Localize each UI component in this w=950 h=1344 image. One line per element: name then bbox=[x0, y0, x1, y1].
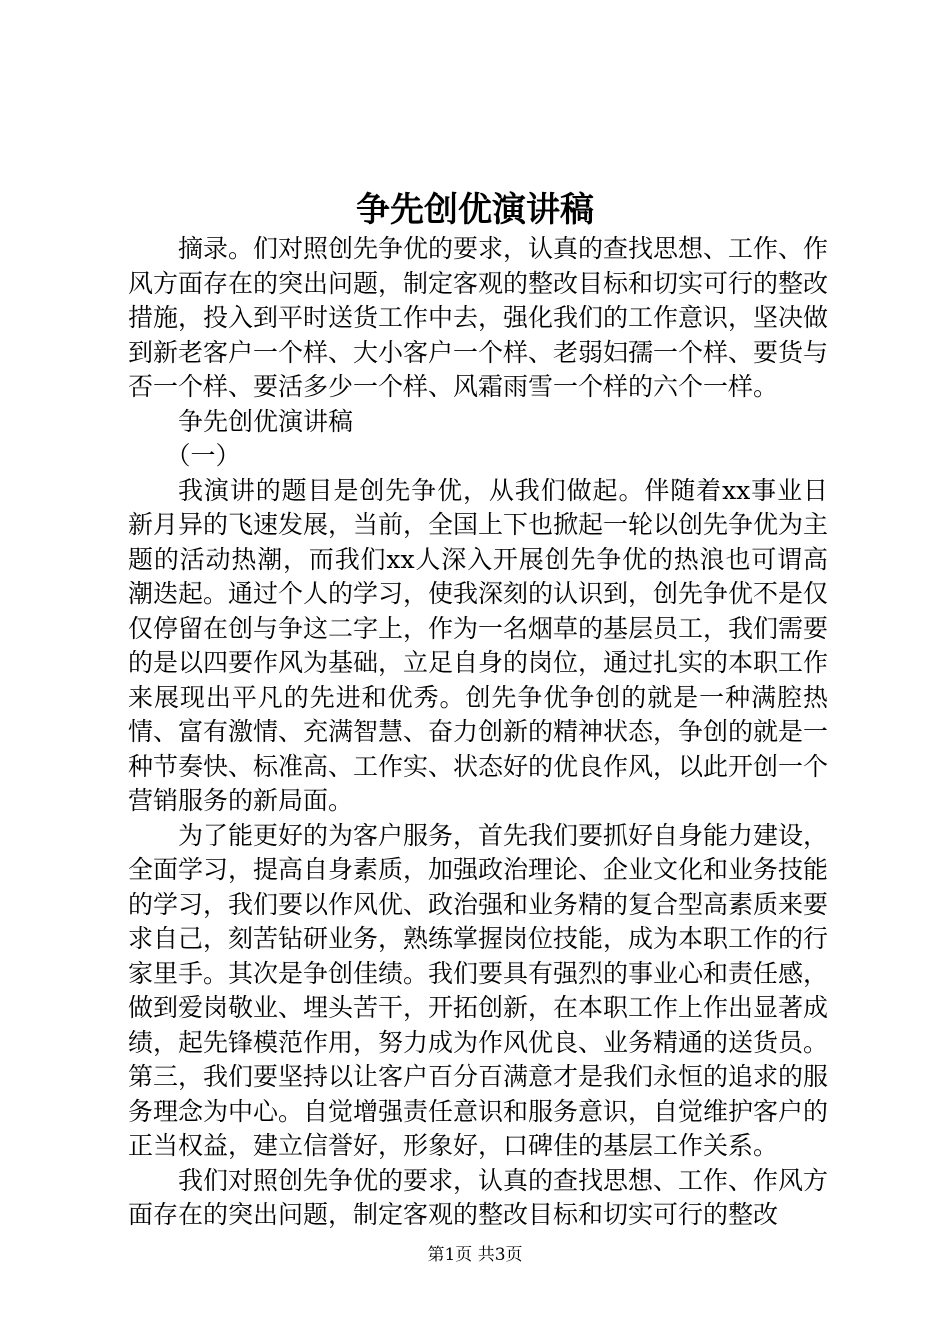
document-body bbox=[128, 232, 828, 1233]
abstract-paragraph: 摘录。们对照创先争优的要求，认真的查找思想、工作、作风方面存在的突出问题，制定客观的整改目标和切实可行的整改措施，投入到平时送货工作中去，强化我们的工作意识，坚决做到新老客户一个样、大小客户一个样、老弱妇孺一个样、要货与否一个样、要活多少一个样、风霜雨雪一个样的六个一样。 bbox=[128, 234, 829, 401]
body-paragraph-2: 为了能更好的为客户服务，首先我们要抓好自身能力建设，全面学习，提高自身素质，加强政治理论、企业文化和业务技能的学习，我们要以作风优、政治强和业务精的复合型高素质来要求自己，刻苦钻研业务，熟练掌握岗位技能，成为本职工作的行家里手。其次是争创佳绩。我们要具有强烈的事业心和责任感，做到爱岗敬业、埋头苦干，开拓创新，在本职工作上作出显著成绩，起先锋模范作用，努力成为作风优良、业务精通的送货员。第三，我们要坚持以让客户百分百满意才是我们永恒的追求的服务理念为中心。自觉增强责任意识和服务意识，自觉维护客户的正当权益，建立信誉好，形象好，口碑佳的基层工作关系。 bbox=[128, 820, 829, 1160]
body-paragraph-3: 我们对照创先争优的要求，认真的查找思想、工作、作风方面存在的突出问题，制定客观的整改目标和切实可行的整改 bbox=[128, 1165, 829, 1229]
page-title: 争先创优演讲稿 bbox=[356, 190, 594, 230]
page-footer: 第1页 共3页 bbox=[427, 1245, 523, 1265]
body-paragraph-1: 我演讲的题目是创先争优，从我们做起。伴随着xx事业日新月异的飞速发展，当前，全国上下也掀起一轮以创先争优为主题的活动热潮，而我们xx人深入开展创先争优的热浪也可谓高潮迭起。通过个人的学习，使我深刻的认识到，创先争优不是仅仅停留在创与争这二字上，作为一名烟草的基层员工，我们需要的是以四要作风为基础，立足自身的岗位，通过扎实的本职工作来展现出平凡的先进和优秀。创先争优争创的就是一种满腔热情、富有激情、充满智慧、奋力创新的精神状态，争创的就是一种节奏快、标准高、工作实、状态好的优良作风，以此开创一个营销服务的新局面。 bbox=[128, 475, 829, 815]
subheading: 争先创优演讲稿 bbox=[178, 406, 354, 436]
section-number: （一） bbox=[165, 441, 241, 470]
